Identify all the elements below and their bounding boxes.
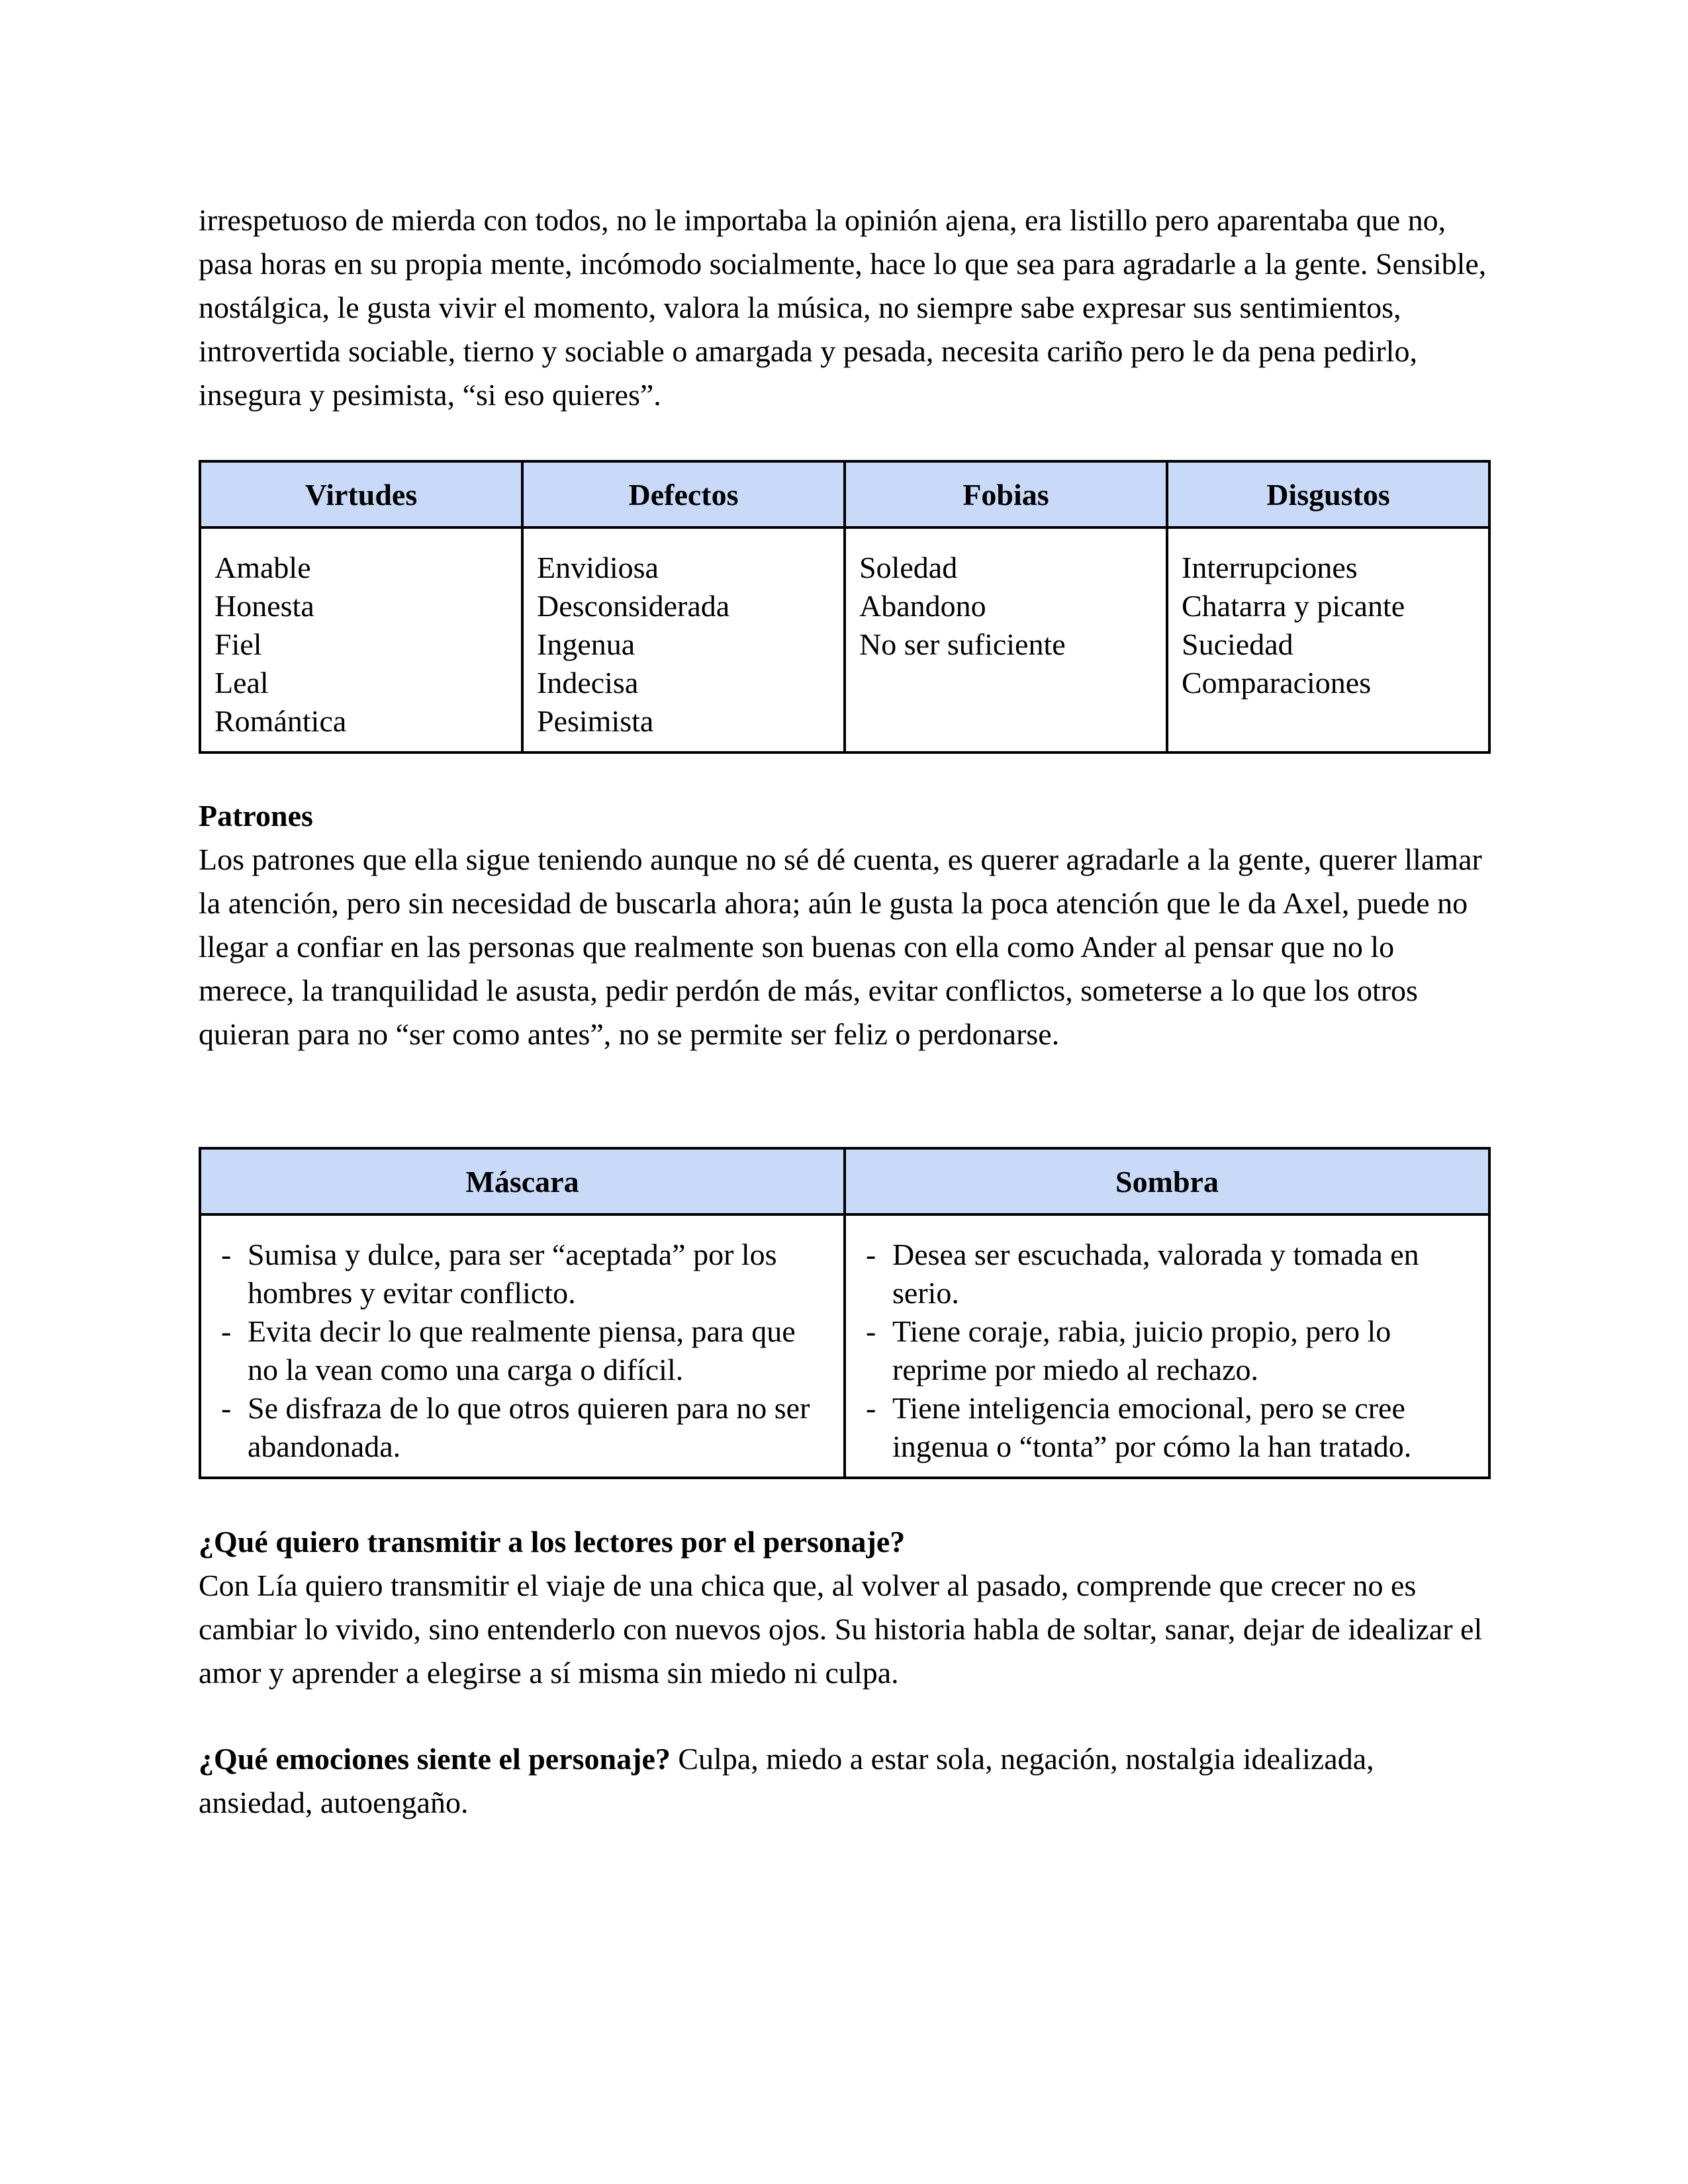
list-item: [866, 1236, 1475, 1312]
bullet: -: [866, 1238, 876, 1271]
trait-item: Comparaciones: [1182, 666, 1372, 700]
header-mascara: Máscara: [200, 1148, 845, 1214]
trait-item: Envidiosa: [537, 551, 659, 584]
trait-item: Romántica: [214, 704, 347, 738]
transmitir-text: Con Lía quiero transmitir el viaje de una chica que, al volver al pasado, comprende que crecer no es cambiar lo vivido, sino entenderlo con nuevos ojos. Su historia habla de soltar, sanar, dejar de idealizar el amor y aprender a elegirse a sí misma sin miedo ni culpa.: [199, 1569, 1483, 1690]
bullet: -: [221, 1391, 232, 1425]
mascara-cell: [200, 1214, 845, 1478]
trait-item: Soledad: [859, 551, 958, 584]
fobias-cell: [845, 527, 1167, 752]
list-item-text: Tiene inteligencia emocional, pero se cree ingenua o “tonta” por cómo la han tratado.: [892, 1391, 1412, 1463]
patrones-section: [199, 794, 1489, 1056]
trait-item: Honesta: [214, 589, 314, 623]
trait-item: Fiel: [214, 627, 262, 661]
list-item: [221, 1312, 830, 1389]
emociones-heading: ¿Qué emociones siente el personaje?: [199, 1742, 671, 1776]
trait-item: Leal: [214, 666, 269, 700]
trait-item: Ingenua: [537, 627, 635, 661]
mask-body-row: [200, 1214, 1489, 1478]
traits-header-row: [200, 461, 1489, 527]
list-item: [866, 1389, 1475, 1466]
mask-header-row: [200, 1148, 1489, 1214]
list-item-text: Evita decir lo que realmente piensa, para que no la vean como una carga o difícil.: [248, 1314, 796, 1387]
list-item-text: Se disfraza de lo que otros quieren para no ser abandonada.: [248, 1391, 810, 1463]
trait-item: Amable: [214, 551, 311, 584]
traits-body-row: [200, 527, 1489, 752]
bullet: -: [866, 1391, 876, 1425]
patrones-heading: Patrones: [199, 799, 313, 833]
trait-item: Desconsiderada: [537, 589, 730, 623]
traits-table: [199, 460, 1491, 754]
disgustos-cell: [1167, 527, 1489, 752]
trait-item: No ser suficiente: [859, 627, 1066, 661]
header-disgustos: Disgustos: [1167, 461, 1489, 527]
header-defectos: Defectos: [522, 461, 845, 527]
trait-item: Pesimista: [537, 704, 654, 738]
emociones-text: Culpa, miedo a estar sola, negación, nostalgia idealizada, ansiedad, autoengaño.: [199, 1742, 1374, 1819]
intro-paragraph: irrespetuoso de mierda con todos, no le importaba la opinión ajena, era listillo pero aparentaba que no, pasa horas en su propia mente, incómodo socialmente, hace lo que sea para agradarle a la gente. Sensible, nostálgica, le gusta vivir el momento, valora la música, no siempre sabe expresar sus sentimientos, introvertida sociable, tierno y sociable o amargada y pesada, necesita cariño pero le da pena pedirlo, insegura y pesimista, “si eso quieres”.: [199, 203, 1487, 412]
bullet: -: [866, 1314, 876, 1348]
header-fobias: Fobias: [845, 461, 1167, 527]
bullet: -: [221, 1238, 232, 1271]
list-item-text: Sumisa y dulce, para ser “aceptada” por los hombres y evitar conflicto.: [248, 1238, 777, 1310]
trait-item: Abandono: [859, 589, 986, 623]
mask-shadow-table: [199, 1147, 1491, 1479]
trait-item: Chatarra y picante: [1182, 589, 1405, 623]
sombra-cell: [845, 1214, 1489, 1478]
list-item-text: Tiene coraje, rabia, juicio propio, pero lo reprime por miedo al rechazo.: [892, 1314, 1391, 1387]
trait-item: Interrupciones: [1182, 551, 1358, 584]
defectos-cell: [522, 527, 845, 752]
header-virtudes: Virtudes: [200, 461, 522, 527]
transmitir-section: [199, 1520, 1489, 1695]
transmitir-heading: ¿Qué quiero transmitir a los lectores por el personaje?: [199, 1525, 906, 1559]
trait-item: Indecisa: [537, 666, 639, 700]
virtudes-cell: [200, 527, 522, 752]
bullet: -: [221, 1314, 232, 1348]
list-item: [221, 1389, 830, 1466]
list-item-text: Desea ser escuchada, valorada y tomada en serio.: [892, 1238, 1419, 1310]
trait-item: Suciedad: [1182, 627, 1293, 661]
list-item: [866, 1312, 1475, 1389]
patrones-text: Los patrones que ella sigue teniendo aunque no sé dé cuenta, es querer agradarle a la gente, querer llamar la atención, pero sin necesidad de buscarla ahora; aún le gusta la poca atención que le da Axel, puede no llegar a confiar en las personas que realmente son buenas con ella como Ander al pensar que no lo merece, la tranquilidad le asusta, pedir perdón de más, evitar conflictos, someterse a lo que los otros quieran para no “ser como antes”, no se permite ser feliz o perdonarse.: [199, 842, 1482, 1051]
emociones-section: [199, 1737, 1489, 1825]
list-item: [221, 1236, 830, 1312]
header-sombra: Sombra: [845, 1148, 1489, 1214]
